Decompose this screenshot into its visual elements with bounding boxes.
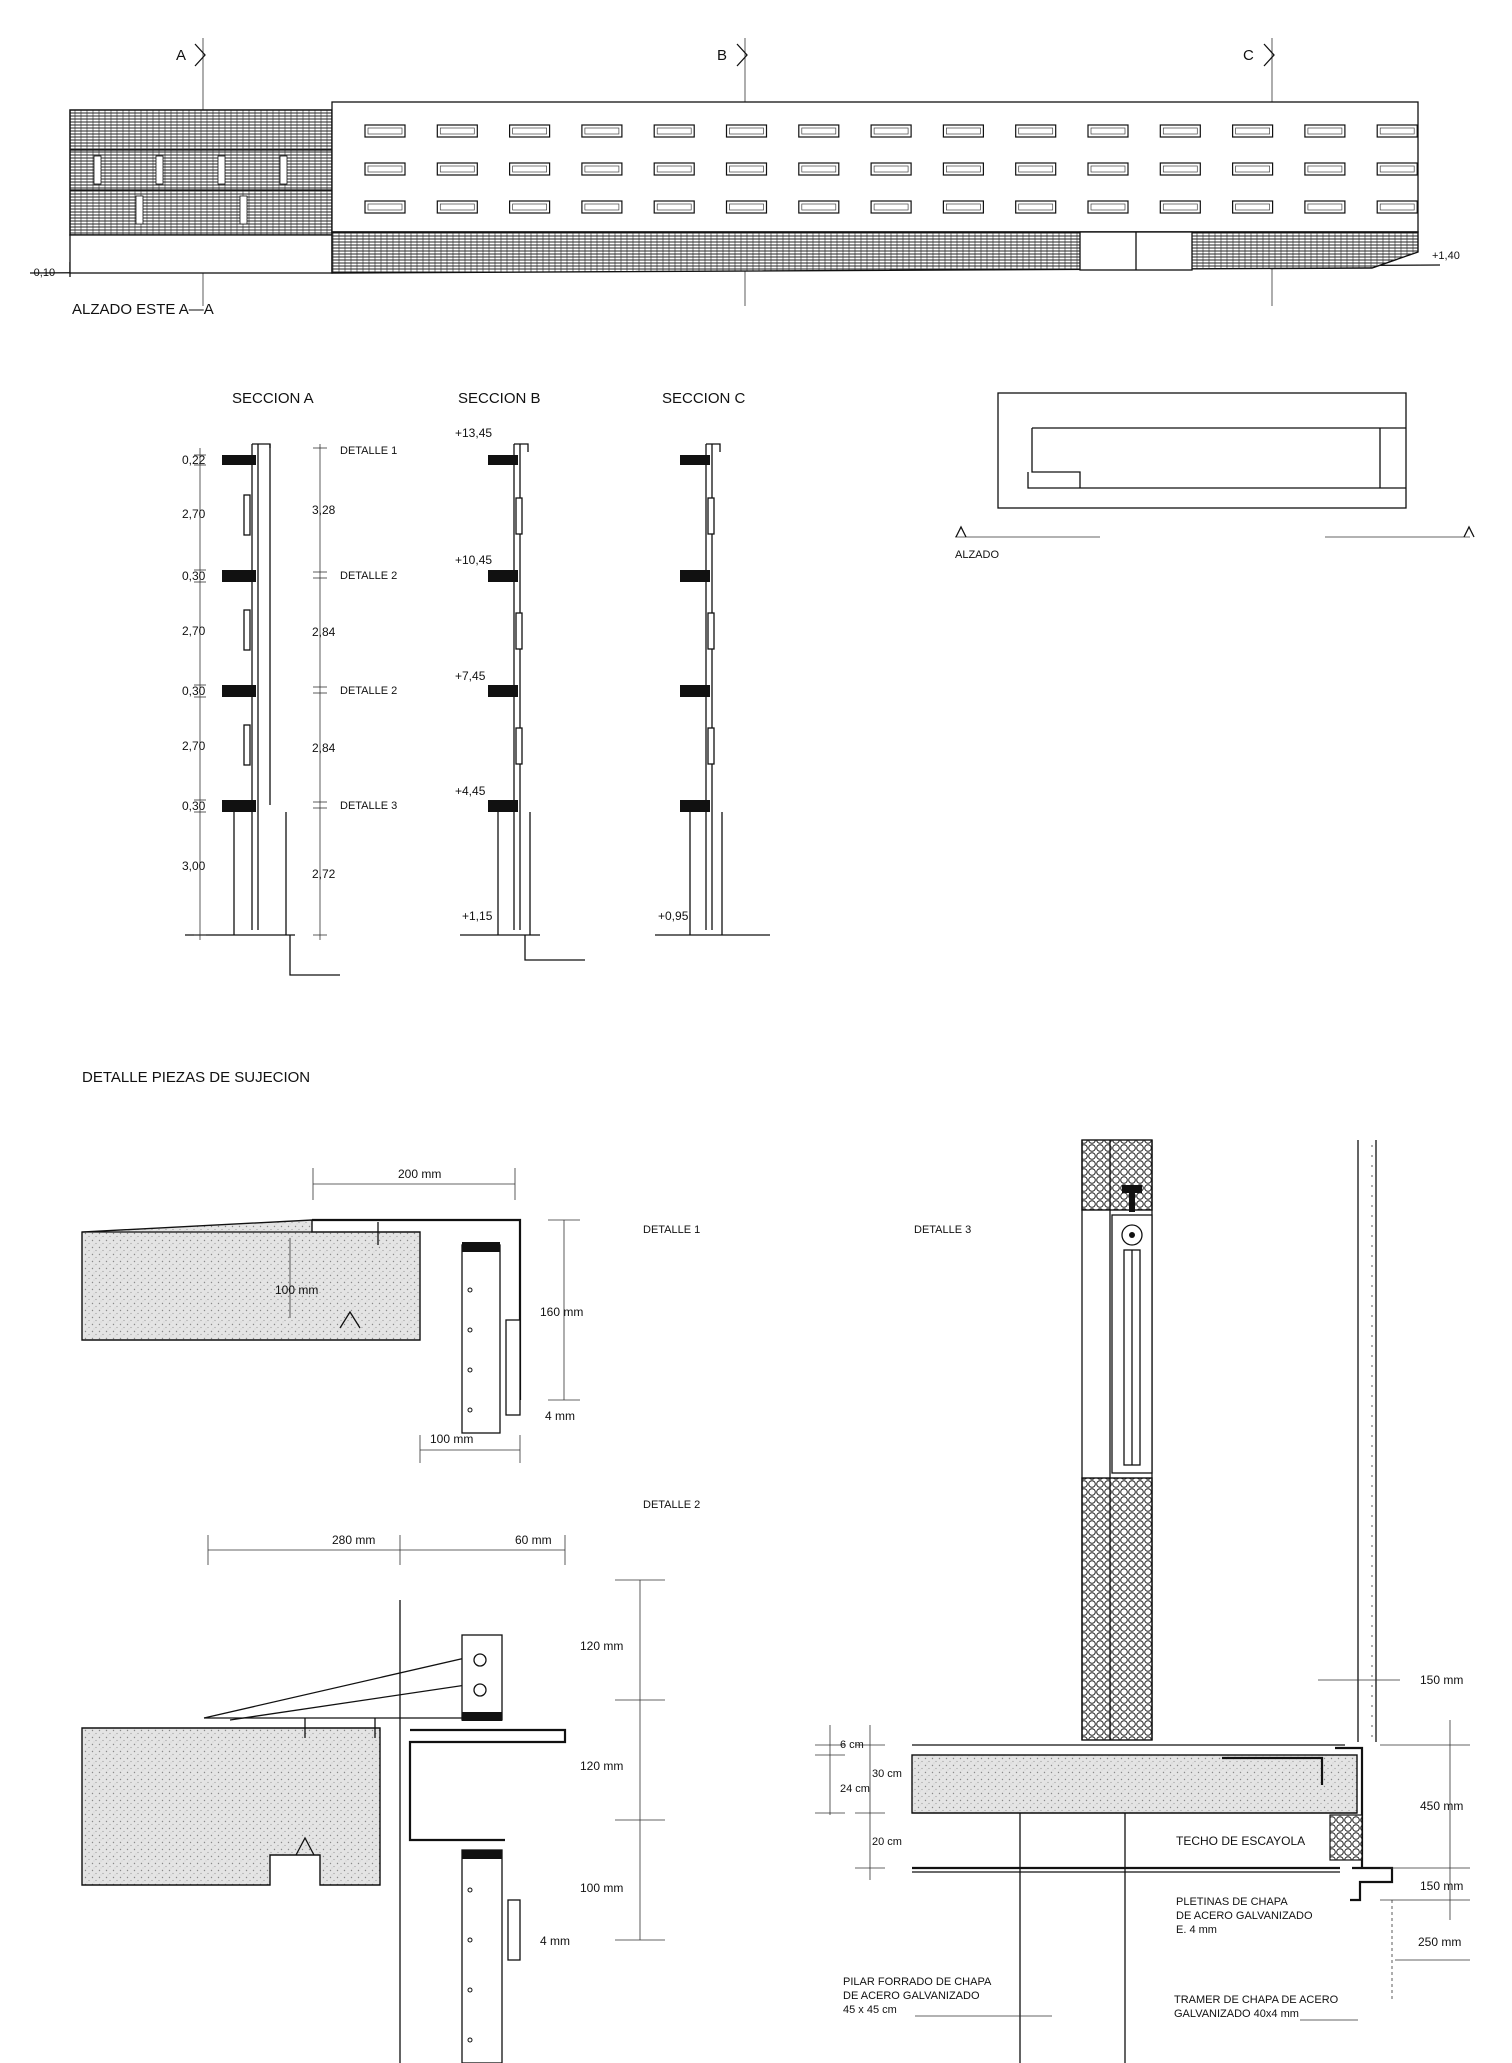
section-a-drawing (182, 444, 397, 975)
elevation-window (943, 125, 983, 137)
elevation-window (1016, 125, 1056, 137)
elevation-window (1233, 125, 1273, 137)
elevation-window (799, 163, 839, 175)
d3-dim-150-top: 150 mm (1420, 1673, 1464, 1687)
elevation-window (943, 201, 983, 213)
elevation-window (582, 163, 622, 175)
elevation-window (1016, 163, 1056, 175)
elevation-window (799, 201, 839, 213)
section-a-dim-3: 2,84 (312, 741, 336, 755)
left-block-base (70, 235, 332, 273)
elevation-window (799, 125, 839, 137)
section-a-detail-2: DETALLE 2 (340, 570, 398, 582)
elevation-window (871, 125, 911, 137)
d3-note-pletinas-2: DE ACERO GALVANIZADO (1176, 1910, 1313, 1922)
elevation-window (1377, 201, 1417, 213)
elevation-window (510, 163, 550, 175)
elevation-window (1016, 201, 1056, 213)
section-a-dim-1: 3,28 (312, 503, 336, 517)
elevation-window (727, 163, 767, 175)
elevation-window (1233, 163, 1273, 175)
detalle-2 (82, 1499, 700, 2063)
section-a-title: SECCION A (232, 390, 314, 407)
elevation-window (1088, 201, 1128, 213)
section-mark-a: A (176, 47, 187, 64)
elevation-left-block (70, 110, 332, 235)
detalle-1 (82, 1167, 700, 1463)
elevation-window (727, 125, 767, 137)
d1-dim-thickness: 4 mm (545, 1409, 575, 1423)
elevation-window (582, 125, 622, 137)
section-c-title: SECCION C (662, 390, 746, 407)
elevation-window (727, 201, 767, 213)
detalle-3 (815, 1140, 1470, 2063)
section-c-level: +0,95 (658, 909, 689, 923)
d2-dim-arm: 280 mm (332, 1533, 376, 1547)
elevation-window (582, 201, 622, 213)
d2-dim-thickness: 4 mm (540, 1934, 570, 1948)
section-a-height-6: 2,70 (182, 739, 206, 753)
section-b-title: SECCION B (458, 390, 541, 407)
section-a-height-2: 2,70 (182, 507, 206, 521)
d3-note-tramer-1: TRAMER DE CHAPA DE ACERO (1174, 1994, 1339, 2006)
section-a-dim-4: 2,72 (312, 867, 336, 881)
section-b-level-5: +1,15 (462, 909, 493, 923)
elevation-window (943, 163, 983, 175)
section-a-detail-4: DETALLE 3 (340, 800, 398, 812)
elevation-window (1305, 163, 1345, 175)
elevation-window (654, 163, 694, 175)
detalle-3-title: DETALLE 3 (914, 1224, 972, 1236)
d1-dim-height: 160 mm (540, 1305, 584, 1319)
d3-dim-20cm: 20 cm (872, 1836, 902, 1848)
d3-dim-150-bottom: 150 mm (1420, 1879, 1464, 1893)
elevation-window (1088, 125, 1128, 137)
section-b-drawing (455, 426, 585, 960)
elevation-window (437, 125, 477, 137)
d1-dim-bottom: 100 mm (430, 1432, 474, 1446)
d1-dim-slab: 100 mm (275, 1283, 319, 1297)
d3-note-pilar-2: DE ACERO GALVANIZADO (843, 1990, 980, 2002)
elevation-window (510, 125, 550, 137)
d2-dim-mid: 120 mm (580, 1759, 624, 1773)
d3-note-tramer-2: GALVANIZADO 40x4 mm (1174, 2008, 1299, 2020)
elevation-window (1160, 125, 1200, 137)
d3-note-pletinas-3: E. 4 mm (1176, 1924, 1217, 1936)
d2-dim-top: 120 mm (580, 1639, 624, 1653)
elevation-window (871, 201, 911, 213)
elevation-window (510, 201, 550, 213)
section-c-drawing (655, 444, 770, 935)
elevation-window (365, 125, 405, 137)
section-b-level-3: +7,45 (455, 669, 486, 683)
elevation-window (654, 125, 694, 137)
d1-dim-width: 200 mm (398, 1167, 442, 1181)
elevation-window (365, 163, 405, 175)
d3-label-techo: TECHO DE ESCAYOLA (1176, 1834, 1306, 1848)
d3-dim-6cm: 6 cm (840, 1739, 864, 1751)
section-a-detail-3: DETALLE 2 (340, 685, 398, 697)
elevation-window (365, 201, 405, 213)
elevation (30, 38, 1460, 318)
detail-sheet-title: DETALLE PIEZAS DE SUJECION (82, 1069, 311, 1086)
section-a-dim-2: 2,84 (312, 625, 336, 639)
section-b-level-2: +10,45 (455, 553, 493, 567)
elevation-window (1305, 125, 1345, 137)
plan-outline (955, 393, 1474, 561)
elevation-window (437, 201, 477, 213)
detalle-2-title: DETALLE 2 (643, 1499, 701, 1511)
sections (182, 390, 1474, 975)
plan-label: ALZADO (955, 549, 1000, 561)
elevation-window (1160, 201, 1200, 213)
section-b-level-4: +4,45 (455, 784, 486, 798)
section-mark-c: C (1243, 47, 1254, 64)
level-left: -0,10 (30, 267, 56, 279)
elevation-window (1377, 125, 1417, 137)
section-a-height-4: 2,70 (182, 624, 206, 638)
section-b-level-1: +13,45 (455, 426, 493, 440)
elevation-window (654, 201, 694, 213)
elevation-window (871, 163, 911, 175)
d2-dim-flange: 60 mm (515, 1533, 552, 1547)
d3-note-pletinas-1: PLETINAS DE CHAPA (1176, 1896, 1288, 1908)
section-a-height-5: 0,30 (182, 684, 206, 698)
d3-dim-24cm: 24 cm (840, 1783, 870, 1795)
section-mark-b: B (717, 47, 728, 64)
level-right: +1,40 (1432, 250, 1460, 262)
elevation-title: ALZADO ESTE A—A (72, 301, 214, 318)
elevation-window (1233, 201, 1273, 213)
d3-note-pilar-3: 45 x 45 cm (843, 2004, 897, 2016)
d3-dim-250: 250 mm (1418, 1935, 1462, 1949)
section-a-detail-1: DETALLE 1 (340, 445, 398, 457)
elevation-window (1160, 163, 1200, 175)
elevation-window (1088, 163, 1128, 175)
section-a-height-3: 0,30 (182, 569, 206, 583)
section-a-height-8: 3,00 (182, 859, 206, 873)
detalle-1-title: DETALLE 1 (643, 1224, 701, 1236)
section-a-height-7: 0,30 (182, 799, 206, 813)
elevation-window (1305, 201, 1345, 213)
d3-note-pilar-1: PILAR FORRADO DE CHAPA (843, 1976, 992, 1988)
section-a-height-1: 0,22 (182, 453, 206, 467)
d3-dim-30cm: 30 cm (872, 1768, 902, 1780)
d2-dim-bottom: 100 mm (580, 1881, 624, 1895)
elevation-window (437, 163, 477, 175)
elevation-hatched-base (332, 232, 1418, 273)
elevation-window (1377, 163, 1417, 175)
d3-dim-450: 450 mm (1420, 1799, 1464, 1813)
